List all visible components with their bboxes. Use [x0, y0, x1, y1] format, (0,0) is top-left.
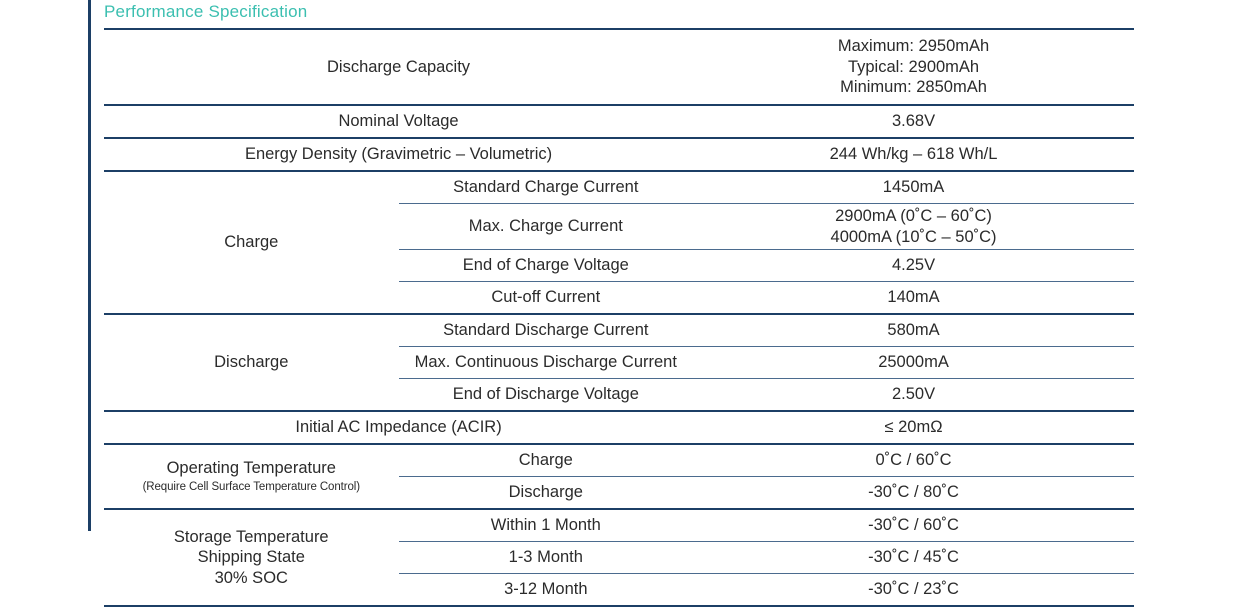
row-label-note: (Require Cell Surface Temperature Control) [142, 481, 360, 494]
row-value: 580mA [693, 314, 1134, 347]
row-label: Storage Temperature [173, 527, 329, 546]
table-row [104, 105, 1134, 138]
row-sublabel: Max. Charge Current [399, 204, 694, 250]
table-row [104, 314, 1134, 347]
row-sublabel: Charge [399, 444, 694, 477]
row-value: ≤ 20mΩ [693, 411, 1134, 444]
value-line: 2900mA (0˚C – 60˚C) [835, 207, 992, 225]
row-value: 3.68V [693, 105, 1134, 138]
value-line: 4000mA (10˚C – 50˚C) [830, 227, 997, 246]
page-title: Performance Specification [104, 2, 308, 21]
row-value: 2.50V [693, 379, 1134, 412]
table-row [104, 509, 1134, 542]
row-label: Energy Density (Gravimetric – Volumetric) [104, 138, 693, 171]
row-label-line2: Shipping State [197, 548, 305, 567]
row-sublabel: Discharge [399, 477, 694, 510]
table-row [104, 29, 1134, 105]
row-label: Operating Temperature [166, 459, 336, 478]
row-sublabel: End of Discharge Voltage [399, 379, 694, 412]
table-row [104, 171, 1134, 204]
value-line: Typical: 2900mAh [847, 57, 980, 76]
row-value: 244 Wh/kg – 618 Wh/L [693, 138, 1134, 171]
row-sublabel: Standard Discharge Current [399, 314, 694, 347]
row-label: Discharge Capacity [104, 29, 693, 105]
row-sublabel: Max. Continuous Discharge Current [399, 347, 694, 379]
value-line: Minimum: 2850mAh [840, 78, 987, 97]
table-row [104, 411, 1134, 444]
table-row [104, 444, 1134, 477]
left-vertical-rule [88, 0, 91, 531]
table-row [104, 138, 1134, 171]
row-group-label-charge: Charge [104, 171, 399, 314]
row-value: -30˚C / 45˚C [693, 542, 1134, 574]
row-value: 0˚C / 60˚C [693, 444, 1134, 477]
row-sublabel: 1-3 Month [399, 542, 694, 574]
row-value [693, 29, 1134, 105]
row-group-label-operating-temperature [104, 444, 399, 509]
row-sublabel: Cut-off Current [399, 282, 694, 315]
row-sublabel: 3-12 Month [399, 574, 694, 607]
row-sublabel: Standard Charge Current [399, 171, 694, 204]
value-line: Maximum: 2950mAh [837, 37, 990, 56]
row-group-label-storage-temperature [104, 509, 399, 606]
row-label-line3: 30% SOC [214, 569, 288, 588]
row-value: -30˚C / 60˚C [693, 509, 1134, 542]
row-value: 140mA [693, 282, 1134, 315]
row-value [693, 204, 1134, 250]
row-value: 25000mA [693, 347, 1134, 379]
row-sublabel: End of Charge Voltage [399, 250, 694, 282]
row-value: -30˚C / 80˚C [693, 477, 1134, 510]
row-value: -30˚C / 23˚C [693, 574, 1134, 607]
performance-spec-table [104, 28, 1134, 607]
performance-spec-table-wrap [104, 28, 1134, 607]
row-label: Nominal Voltage [104, 105, 693, 138]
row-value: 1450mA [693, 171, 1134, 204]
row-value: 4.25V [693, 250, 1134, 282]
row-sublabel: Within 1 Month [399, 509, 694, 542]
row-group-label-discharge: Discharge [104, 314, 399, 411]
row-label: Initial AC Impedance (ACIR) [104, 411, 693, 444]
